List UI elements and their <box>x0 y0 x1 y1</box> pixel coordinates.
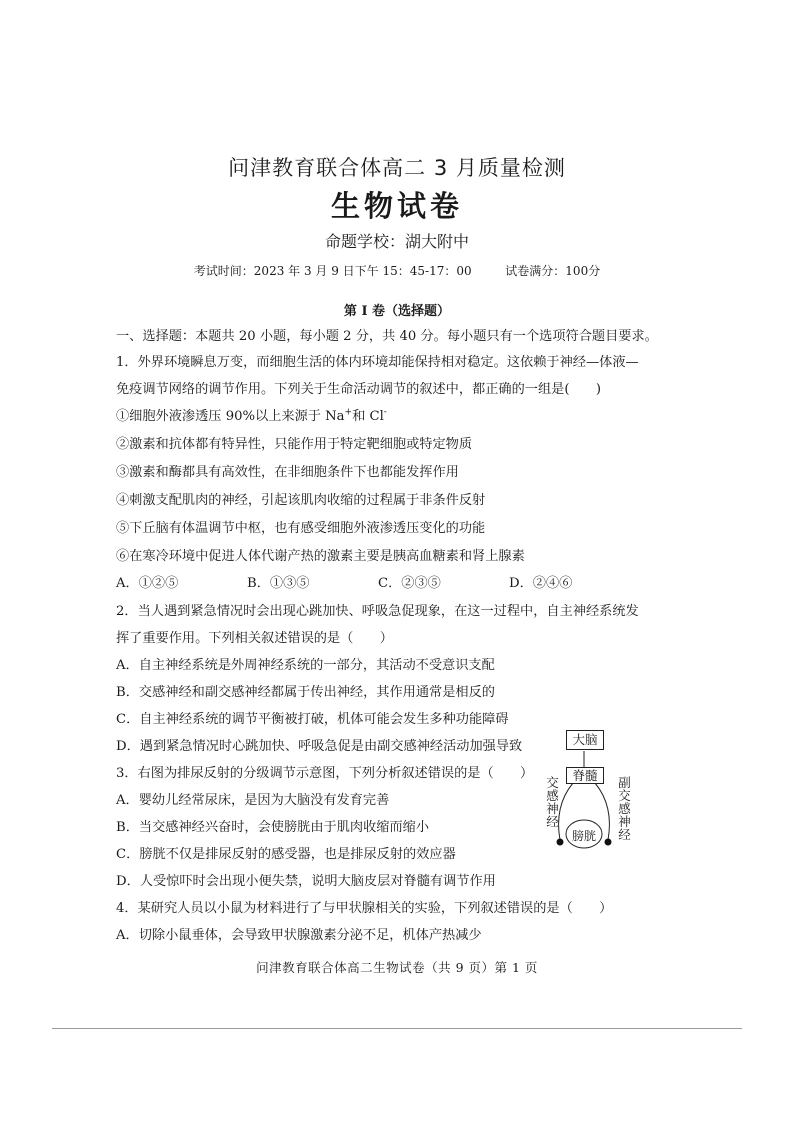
bladder-label: 膀胱 <box>571 829 596 843</box>
full-score: 试卷满分：100分 <box>505 264 601 278</box>
q3-option-d: D．人受惊吓时会出现小便失禁，说明大脑皮层对脊髓有调节作用 <box>116 874 496 889</box>
q3-option-b: B．当交感神经兴奋时，会使膀胱由于肌肉收缩而缩小 <box>116 820 430 835</box>
sympathetic-label: 交感神经 <box>546 775 559 829</box>
q2-stem-line2: 挥了重要作用。下列相关叙述错误的是（ ） <box>116 631 393 646</box>
q2-stem-line1: 2．当人遇到紧急情况时会出现心跳加快、呼吸急促现象，在这一过程中，自主神经系统发 <box>116 604 639 619</box>
q4-stem: 4．某研究人员以小鼠为材料进行了与甲状腺相关的实验，下列叙述错误的是（ ） <box>116 901 613 916</box>
q1-option-d: D．②④⑥ <box>509 576 573 591</box>
brain-box: 大脑 <box>566 730 604 750</box>
subject-title: 生物试卷 <box>330 189 463 223</box>
page-footer: 问津教育联合体高二生物试卷（共 9 页）第 1 页 <box>256 960 538 975</box>
q1-option-c: C．②③⑤ <box>378 576 441 591</box>
q2-option-d: D．遇到紧急情况时心跳加快、呼吸急促是由副交感神经活动加强导致 <box>116 739 523 754</box>
q3-option-c: C．膀胱不仅是排尿反射的感受器，也是排尿反射的效应器 <box>116 847 456 862</box>
q1-stem-line1: 1．外界环境瞬息万变，而细胞生活的体内环境却能保持相对稳定。这依赖于神经—体液— <box>116 355 639 370</box>
q4-option-a: A．切除小鼠垂体，会导致甲状腺激素分泌不足，机体产热减少 <box>116 928 482 943</box>
q2-option-a: A．自主神经系统是外周神经系统的一部分，其活动不受意识支配 <box>116 658 495 673</box>
q3-stem: 3．右图为排尿反射的分级调节示意图，下列分析叙述错误的是（ ） <box>116 766 534 781</box>
school-line: 命题学校：湖大附中 <box>324 232 469 251</box>
q1-item4: ④刺激支配肌肉的神经，引起该肌肉收缩的过程属于非条件反射 <box>116 493 486 508</box>
q3-option-a: A．婴幼儿经常尿床，是因为大脑没有发育完善 <box>116 793 390 808</box>
urination-reflex-diagram <box>548 726 644 852</box>
q1-item6: ⑥在寒冷环境中促进人体代谢产热的激素主要是胰高血糖素和肾上腺素 <box>116 549 525 564</box>
q1-option-a: A．①②⑤ <box>116 576 179 591</box>
exam-info <box>0 262 794 279</box>
q1-item1-sup2: - <box>383 407 387 418</box>
q1-stem-line2: 免疫调节网络的调节作用。下列关于生命活动调节的叙述中，都正确的一组是( ) <box>116 382 602 397</box>
q2-option-c: C．自主神经系统的调节平衡被打破，机体可能会发生多种功能障碍 <box>116 712 509 727</box>
q1-item1-text: ①细胞外液渗透压 90%以上来源于 Na <box>116 409 345 424</box>
q2-option-b: B．交感神经和副交感神经都属于传出神经，其作用通常是相反的 <box>116 685 495 700</box>
q1-item5: ⑤下丘脑有体温调节中枢，也有感受细胞外液渗透压变化的功能 <box>116 521 486 536</box>
bottom-divider <box>52 1028 742 1029</box>
q1-item1 <box>116 408 387 426</box>
instructions: 一、选择题：本题共 20 小题，每小题 2 分，共 40 分。每小题只有一个选项符合题目要求。 <box>116 329 658 344</box>
exam-time: 考试时间：2023 年 3 月 9 日下午 15：45-17：00 <box>193 264 472 278</box>
section-title: 第 I 卷（选择题） <box>343 304 451 319</box>
q1-item1-post: 和 Cl <box>352 409 384 424</box>
q1-item1-sup: + <box>344 407 353 418</box>
q1-item3: ③激素和酶都具有高效性，在非细胞条件下也都能发挥作用 <box>116 465 459 480</box>
parasympathetic-label: 副交感神经 <box>618 775 631 842</box>
spinal-cord-box: 脊髓 <box>566 767 604 784</box>
exam-title: 问津教育联合体高二 3 月质量检测 <box>228 156 566 180</box>
q1-option-b: B．①③⑤ <box>247 576 310 591</box>
q1-item2: ②激素和抗体都有特异性，只能作用于特定靶细胞或特定物质 <box>116 437 473 452</box>
